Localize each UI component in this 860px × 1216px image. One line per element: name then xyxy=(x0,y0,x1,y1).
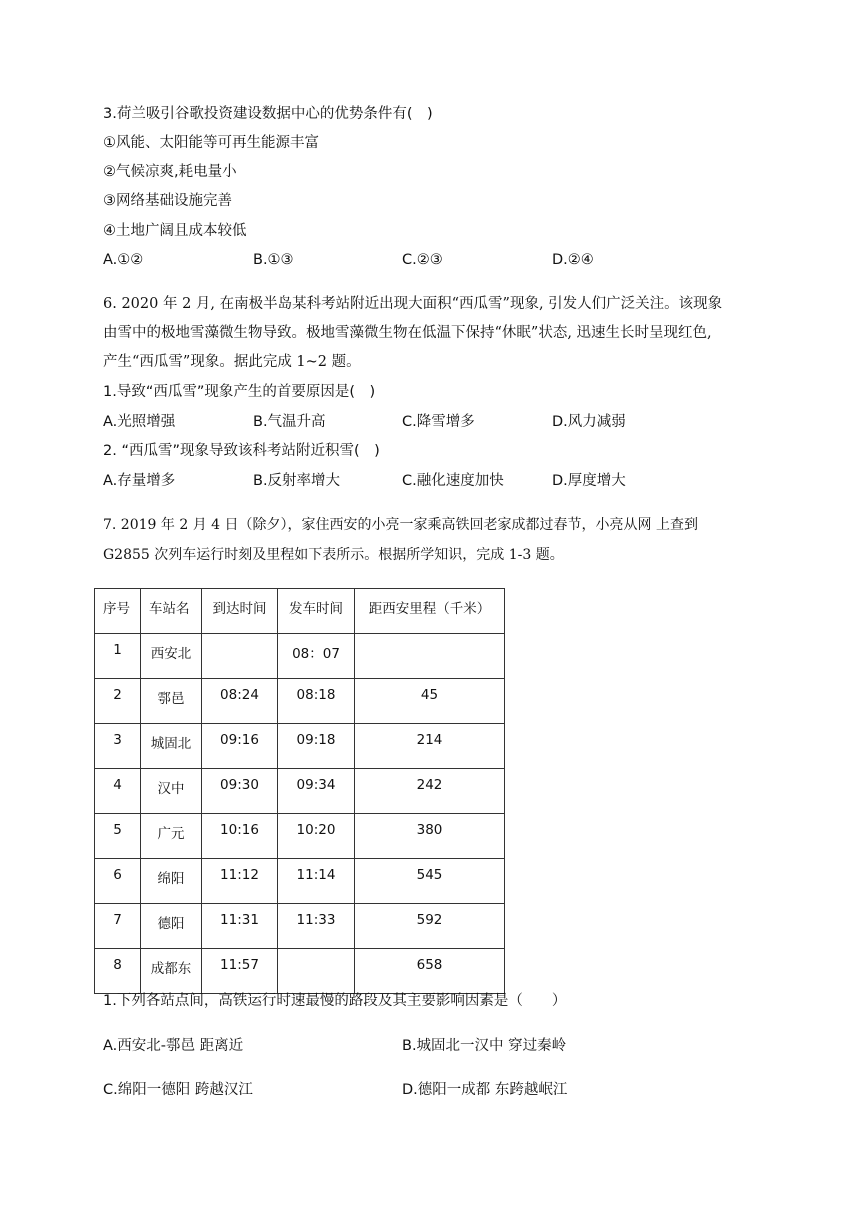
cell-index: 7 xyxy=(95,904,141,949)
q3-item-1: ①风能、太阳能等可再生能源丰富 xyxy=(103,135,319,151)
q7-q1-stem: 1.下列各站点间，高铁运行时速最慢的路段及其主要影响因素是（ ） xyxy=(103,993,567,1009)
cell-arrival: 08:24 xyxy=(202,679,278,724)
cell-distance: 545 xyxy=(355,859,505,904)
header-departure: 发车时间 xyxy=(278,589,355,634)
train-timetable xyxy=(94,588,505,994)
q6-q1-option-a: A.光照增强 xyxy=(103,414,176,430)
q6-q1-stem: 1.导致“西瓜雪”现象产生的首要原因是( ) xyxy=(103,384,376,400)
q3-item-2: ②气候凉爽,耗电量小 xyxy=(103,164,237,180)
q6-intro-line-3: 产生“西瓜雪”现象。据此完成 1~2 题。 xyxy=(103,354,361,370)
cell-index: 2 xyxy=(95,679,141,724)
cell-arrival: 11:31 xyxy=(202,904,278,949)
header-arrival: 到达时间 xyxy=(202,589,278,634)
q3-option-d: D.②④ xyxy=(552,252,594,268)
cell-arrival: 11:57 xyxy=(202,949,278,994)
table-header-row xyxy=(95,589,505,634)
table-row xyxy=(95,724,505,769)
cell-departure: 08：07 xyxy=(278,634,355,679)
q6-q2-stem: 2. “西瓜雪”现象导致该科考站附近积雪( ) xyxy=(103,443,380,459)
cell-station: 德阳 xyxy=(141,904,202,949)
q3-item-4: ④土地广阔且成本较低 xyxy=(103,223,247,239)
table-row xyxy=(95,904,505,949)
q3-stem: 3.荷兰吸引谷歌投资建设数据中心的优势条件有( ) xyxy=(103,106,433,122)
table-row xyxy=(95,949,505,994)
q3-item-3: ③网络基础设施完善 xyxy=(103,193,232,209)
cell-departure: 09:34 xyxy=(278,769,355,814)
q3-option-c: C.②③ xyxy=(402,252,443,268)
cell-index: 4 xyxy=(95,769,141,814)
cell-station: 城固北 xyxy=(141,724,202,769)
q6-q2-option-d: D.厚度增大 xyxy=(552,473,626,489)
cell-distance: 214 xyxy=(355,724,505,769)
cell-index: 3 xyxy=(95,724,141,769)
cell-index: 1 xyxy=(95,634,141,679)
cell-arrival: 11:12 xyxy=(202,859,278,904)
cell-station: 广元 xyxy=(141,814,202,859)
cell-station: 西安北 xyxy=(141,634,202,679)
header-station: 车站名 xyxy=(141,589,202,634)
q6-intro-line-1: 6. 2020 年 2 月, 在南极半岛某科考站附近出现大面积“西瓜雪”现象, 引发人们广泛关注。该现象 xyxy=(103,296,723,312)
q7-q1-option-b: B.城固北一汉中 穿过秦岭 xyxy=(402,1038,567,1054)
q6-q1-option-b: B.气温升高 xyxy=(253,414,326,430)
cell-distance xyxy=(355,634,505,679)
cell-station: 绵阳 xyxy=(141,859,202,904)
cell-arrival: 10:16 xyxy=(202,814,278,859)
table-row xyxy=(95,814,505,859)
q3-option-a: A.①② xyxy=(103,252,144,268)
table-row xyxy=(95,634,505,679)
header-distance: 距西安里程（千米） xyxy=(355,589,505,634)
cell-arrival: 09:16 xyxy=(202,724,278,769)
q6-q2-option-c: C.融化速度加快 xyxy=(402,473,504,489)
cell-departure: 11:33 xyxy=(278,904,355,949)
cell-departure xyxy=(278,949,355,994)
cell-departure: 10:20 xyxy=(278,814,355,859)
table-row xyxy=(95,769,505,814)
q7-q1-option-a: A.西安北-鄠邑 距离近 xyxy=(103,1038,244,1054)
q3-option-b: B.①③ xyxy=(253,252,294,268)
cell-distance: 592 xyxy=(355,904,505,949)
cell-departure: 11:14 xyxy=(278,859,355,904)
cell-index: 5 xyxy=(95,814,141,859)
table-row xyxy=(95,859,505,904)
q6-q1-option-c: C.降雪增多 xyxy=(402,414,475,430)
cell-departure: 08:18 xyxy=(278,679,355,724)
q7-intro-line-2: G2855 次列车运行时刻及里程如下表所示。根据所学知识，完成 1-3 题。 xyxy=(103,547,564,563)
q6-q2-option-a: A.存量增多 xyxy=(103,473,176,489)
cell-station: 成都东 xyxy=(141,949,202,994)
cell-distance: 45 xyxy=(355,679,505,724)
cell-index: 8 xyxy=(95,949,141,994)
q6-q1-option-d: D.风力减弱 xyxy=(552,414,626,430)
cell-arrival xyxy=(202,634,278,679)
header-index: 序号 xyxy=(95,589,141,634)
cell-distance: 242 xyxy=(355,769,505,814)
q6-q2-option-b: B.反射率增大 xyxy=(253,473,341,489)
cell-departure: 09:18 xyxy=(278,724,355,769)
q7-q1-option-c: C.绵阳一德阳 跨越汉江 xyxy=(103,1082,253,1098)
cell-distance: 380 xyxy=(355,814,505,859)
cell-index: 6 xyxy=(95,859,141,904)
cell-arrival: 09:30 xyxy=(202,769,278,814)
table-row xyxy=(95,679,505,724)
q7-q1-option-d: D.德阳一成都 东跨越岷江 xyxy=(402,1082,568,1098)
cell-station: 鄠邑 xyxy=(141,679,202,724)
q6-intro-line-2: 由雪中的极地雪藻微生物导致。极地雪藻微生物在低温下保持“休眠”状态, 迅速生长时呈现红色, xyxy=(103,325,712,341)
q7-intro-line-1: 7. 2019 年 2 月 4 日（除夕），家住西安的小亮一家乘高铁回老家成都过春节，小亮从网 上查到 xyxy=(103,517,698,533)
cell-distance: 658 xyxy=(355,949,505,994)
cell-station: 汉中 xyxy=(141,769,202,814)
